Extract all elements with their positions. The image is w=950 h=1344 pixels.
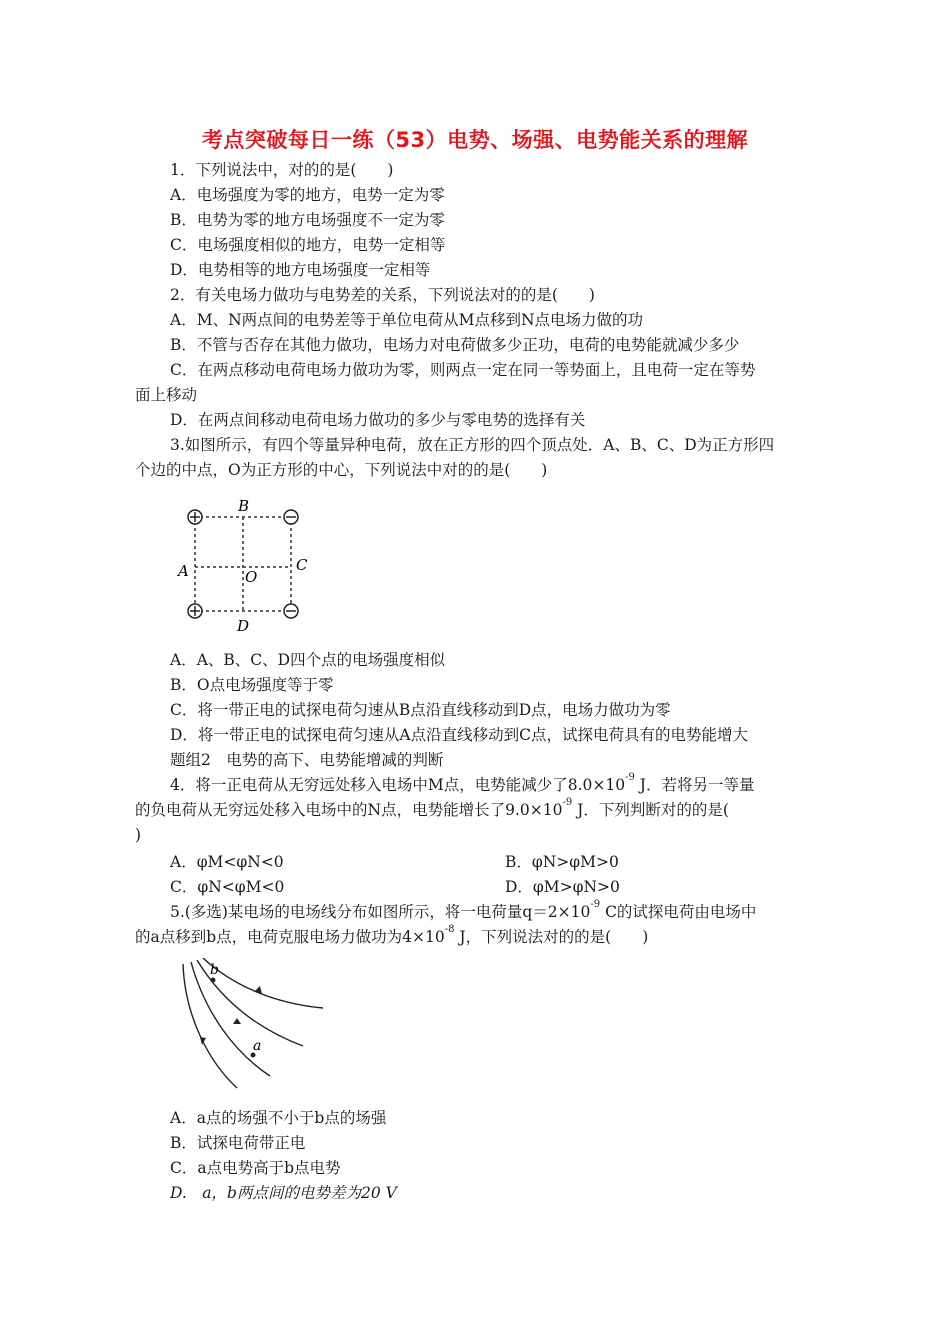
q2-stem: 2．有关电场力做功与电势差的关系，下列说法对的的是( ) <box>170 286 595 304</box>
q5-option-b: B．试探电荷带正电 <box>170 1134 306 1152</box>
positive-charge-top-left <box>188 510 202 524</box>
q5-option-a: A．a点的场强不小于b点的场强 <box>170 1109 387 1127</box>
negative-charge-top-right <box>284 510 298 524</box>
q5-option-d: D. a，b两点间的电势差为20 V <box>170 1184 397 1202</box>
label-a: A <box>178 562 189 580</box>
q3-option-b: B．O点电场强度等于零 <box>170 676 334 694</box>
q4-line1-tail: J．若将另一等量 <box>634 776 755 794</box>
q4-option-d: D．φM>φN>0 <box>505 878 620 896</box>
q3-stem-continued: 个边的中点，O为正方形的中心，下列说法中对的的是( ) <box>135 461 548 479</box>
label-b: b <box>210 962 219 978</box>
q5-line1-text: 5.(多选)某电场的电场线分布如图所示，将一电荷量q＝2×10 <box>170 903 591 921</box>
q4-option-b: B．φN>φM>0 <box>505 853 619 871</box>
q4-line1-text: 4．将一正电荷从无穷远处移入电场中M点，电势能减少了8.0×10 <box>170 776 626 794</box>
label-b: B <box>238 497 250 515</box>
q1-stem: 1．下列说法中，对的的是( ) <box>170 161 394 179</box>
q5-line1-exponent: -9 <box>590 899 601 910</box>
q4-option-c: C．φN<φM<0 <box>170 878 285 896</box>
q4-line2-text: 的负电荷从无穷远处移入电场中的N点，电势能增长了9.0×10 <box>135 801 563 819</box>
q5-line2-text: 的a点移到b点，电荷克服电场力做功为4×10 <box>135 928 445 946</box>
q5-line2-tail: J，下列说法对的的是( ) <box>454 928 649 946</box>
q4-line1-exponent: -9 <box>625 772 635 783</box>
q4-line2-exponent: -9 <box>562 797 573 808</box>
q3-option-d: D．将一带正电的试探电荷匀速从A点沿直线移动到C点，试探电荷具有的电势能增大 <box>170 726 748 744</box>
positive-charge-bottom-left <box>188 604 202 618</box>
q4-line2-tail: J．下列判断对的的是( <box>572 801 729 819</box>
q5-option-c: C．a点电势高于b点电势 <box>170 1159 341 1177</box>
group-heading: 题组2 电势的高下、电势能增减的判断 <box>170 751 444 769</box>
negative-charge-bottom-right <box>284 604 298 618</box>
q4-stem-line3: ) <box>135 826 142 844</box>
field-line-1 <box>183 964 237 1088</box>
q1-option-d: D．电势相等的地方电场强度一定相等 <box>170 261 431 279</box>
page-title: 考点突破每日一练（53）电势、场强、电势能关系的理解 <box>201 128 749 152</box>
arrow-icon <box>233 1018 241 1024</box>
q4-stem-line2 <box>135 797 729 820</box>
q2-option-d: D．在两点间移动电荷电场力做功的多少与零电势的选择有关 <box>170 411 586 429</box>
square-charges-figure <box>170 495 320 640</box>
q2-option-c: C．在两点移动电荷电场力做功为零，则两点一定在同一等势面上，且电荷一定在等势 <box>170 361 756 379</box>
label-d: D <box>237 617 250 635</box>
q1-option-b: B．电势为零的地方电场强度不一定为零 <box>170 211 445 229</box>
q2-option-b: B．不管与否存在其他力做功，电场力对电荷做多少正功，电荷的电势能就减少多少 <box>170 336 740 354</box>
q2-option-a: A．M、N两点间的电势差等于单位电荷从M点移到N点电场力做的功 <box>170 311 644 329</box>
field-lines-figure <box>175 958 335 1098</box>
q4-option-a: A．φM<φN<0 <box>170 853 284 871</box>
q5-stem-line2 <box>135 924 649 947</box>
q5-stem-line1 <box>170 899 757 922</box>
q3-option-c: C．将一带正电的试探电荷匀速从B点沿直线移动到D点，电场力做功为零 <box>170 701 671 719</box>
field-line-4 <box>203 958 323 1008</box>
label-a: a <box>253 1038 262 1054</box>
q5-line2-exponent: -8 <box>444 924 455 935</box>
label-o: O <box>245 568 258 586</box>
point-b-dot <box>211 978 216 983</box>
q3-option-a: A．A、B、C、D四个点的电场强度相似 <box>170 651 446 669</box>
q2-option-c-continued: 面上移动 <box>135 386 198 404</box>
label-c: C <box>296 556 308 574</box>
q5-line1-tail: C的试探电荷由电场中 <box>600 903 757 921</box>
arrow-icon <box>200 1037 206 1045</box>
q3-stem: 3.如图所示，有四个等量异种电荷，放在正方形的四个顶点处．A、B、C、D为正方形四 <box>170 436 775 454</box>
q4-stem-line1 <box>170 772 755 795</box>
q1-option-a: A．电场强度为零的地方，电势一定为零 <box>170 186 445 204</box>
q1-option-c: C．电场强度相似的地方，电势一定相等 <box>170 236 446 254</box>
